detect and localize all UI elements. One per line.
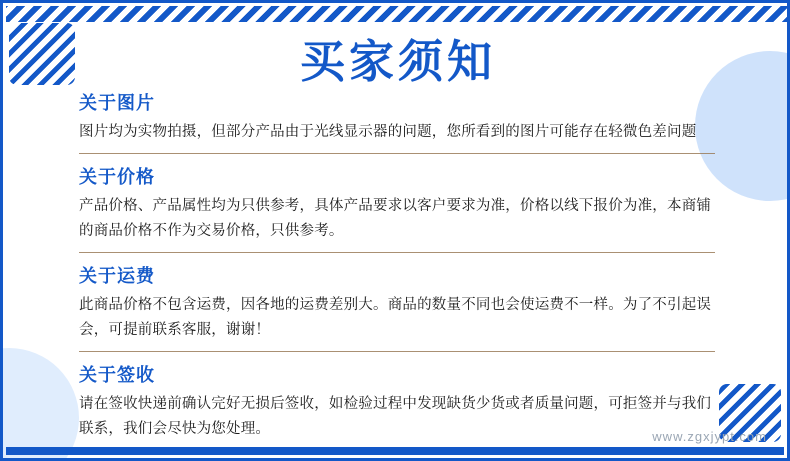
section-body: 图片均为实物拍摄，但部分产品由于光线显示器的问题，您所看到的图片可能存在轻微色差问题 xyxy=(79,124,697,140)
section-about-receipt xyxy=(79,361,715,442)
section-heading: 关于签收 xyxy=(79,365,155,386)
site-watermark: www.zgxjypt.com xyxy=(652,429,767,444)
section-heading: 关于运费 xyxy=(79,266,155,287)
bottom-left-circle-decoration xyxy=(0,348,79,461)
section-about-price xyxy=(79,163,715,244)
section-divider xyxy=(79,252,715,253)
section-divider xyxy=(79,351,715,352)
section-body: 请在签收快递前确认完好无损后签收，如检验过程中发现缺货少货或者质量问题，可拒签并与我们联系，我们会尽快为您处理。 xyxy=(79,396,712,437)
section-heading: 关于价格 xyxy=(79,167,155,188)
page-title: 买家须知 xyxy=(299,35,496,88)
section-about-shipping xyxy=(79,262,715,343)
section-about-images xyxy=(79,89,715,145)
top-stripe-decoration xyxy=(6,6,790,22)
section-body: 产品价格、产品属性均为只供参考，具体产品要求以客户要求为准，价格以线下报价为准，本商铺的商品价格不作为交易价格，只供参考。 xyxy=(79,198,712,239)
section-heading: 关于图片 xyxy=(79,93,155,114)
section-divider xyxy=(79,153,715,154)
notice-sections xyxy=(79,89,715,450)
section-body: 此商品价格不包含运费，因各地的运费差别大。商品的数量不同也会使运费不一样。为了不引起误会，可提前联系客服，谢谢！ xyxy=(79,297,712,338)
